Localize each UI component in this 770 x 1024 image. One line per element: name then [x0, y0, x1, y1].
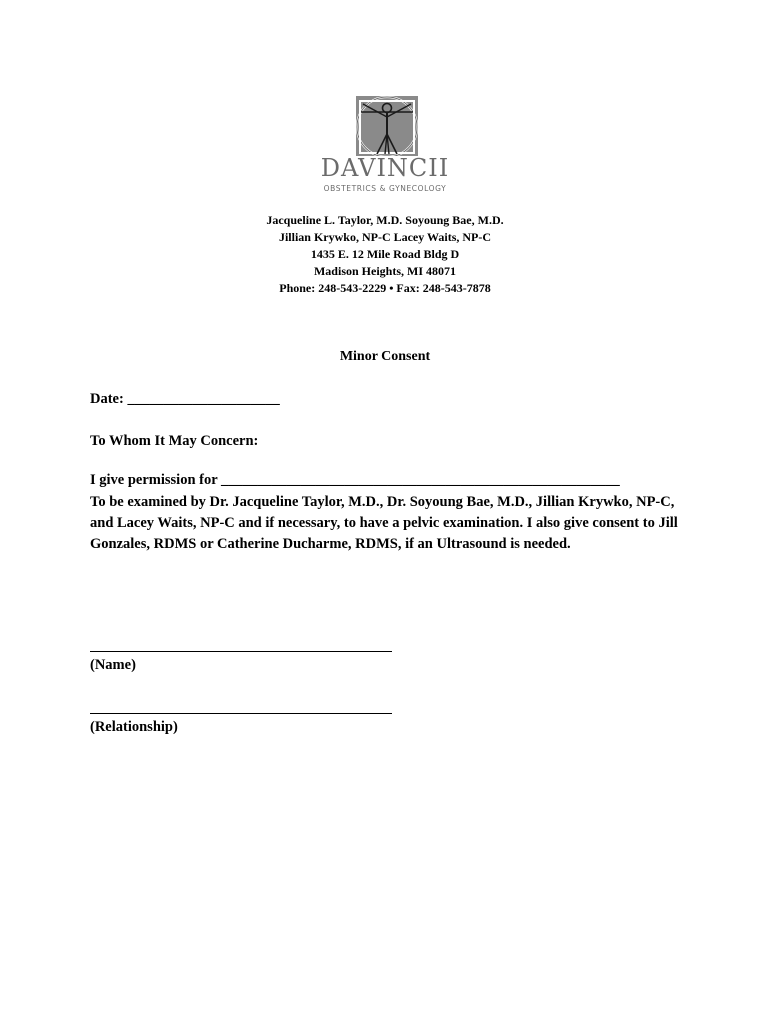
logo-wordmark: DAVINCII	[320, 154, 450, 182]
logo-tagline: OBSTETRICS & GYNECOLOGY	[323, 184, 447, 193]
name-signature-line[interactable]	[90, 651, 392, 652]
relationship-signature-line[interactable]	[90, 713, 392, 714]
contact-line: Phone: 248-543-2229 • Fax: 248-543-7878	[279, 281, 491, 295]
name-label: (Name)	[90, 657, 136, 673]
address-line-1: 1435 E. 12 Mile Road Bldg D	[310, 247, 460, 261]
vitruvian-man-icon	[315, 92, 455, 156]
providers-line-2: Jillian Krywko, NP-C Lacey Waits, NP-C	[278, 230, 492, 244]
date-field[interactable]: Date: _____________________	[90, 391, 280, 407]
permission-field[interactable]: I give permission for _______________________________________________________	[90, 472, 620, 488]
address-line-2: Madison Heights, MI 48071	[313, 264, 456, 278]
relationship-label: (Relationship)	[90, 719, 178, 735]
consent-body: To be examined by Dr. Jacqueline Taylor, M.D., Dr. Soyoung Bae, M.D., Jillian Krywko, NP-C, and Lacey Waits, NP-C and if necessary, to have a pelvic examination. I also give consent to Jill Gonzales, RDMS or Catherine Ducharme, RDMS, if an Ultrasound is needed.	[90, 494, 678, 552]
providers-line-1: Jacqueline L. Taylor, M.D. Soyoung Bae, M.D.	[266, 213, 504, 227]
letterhead	[0, 212, 770, 297]
salutation: To Whom It May Concern:	[90, 433, 259, 449]
practice-logo	[315, 92, 455, 202]
form-title: Minor Consent	[339, 349, 431, 364]
